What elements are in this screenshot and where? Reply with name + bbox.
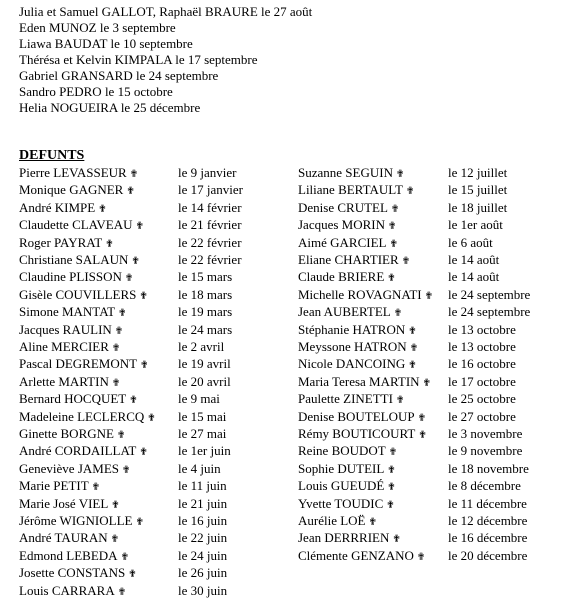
death-date: le 20 décembre (448, 547, 528, 563)
death-date: le 6 août (448, 234, 493, 250)
cross-icon: ✟ (390, 203, 400, 215)
cross-icon: ✟ (387, 482, 396, 494)
deceased-name (298, 461, 396, 478)
death-date: le 9 janvier (178, 165, 237, 180)
cross-icon: ✟ (147, 412, 156, 424)
deceased-name (298, 182, 414, 199)
death-date: le 20 avril (178, 373, 231, 389)
death-date: le 8 décembre (448, 478, 521, 494)
cross-icon: ✟ (111, 377, 121, 389)
deceased-name (19, 426, 125, 443)
deceased-name (298, 165, 404, 182)
deceased-name (298, 391, 404, 408)
death-date: le 9 novembre (448, 443, 523, 459)
cross-icon: ✟ (139, 447, 148, 459)
death-date: le 27 mai (178, 426, 227, 441)
death-date: le 17 octobre (448, 373, 516, 389)
death-date: le 1er août (448, 217, 503, 233)
deceased-name (19, 530, 119, 547)
cross-icon: ✟ (111, 343, 121, 354)
deceased-name-text: Marie José VIEL (19, 495, 109, 511)
deceased-name-text: Edmond LEBEDA (19, 547, 118, 563)
deceased-name-text: Jérôme WIGNIOLLE (19, 513, 133, 528)
deceased-name-text: Jacques MORIN (298, 217, 386, 233)
deceased-name-text: Stéphanie HATRON (298, 321, 406, 337)
cross-icon: ✟ (416, 551, 426, 563)
death-date: le 13 octobre (448, 321, 516, 337)
death-date: le 16 décembre (448, 530, 528, 546)
deceased-name-text: Monique GAGNER (19, 182, 124, 198)
deceased-name (298, 269, 396, 286)
cross-icon: ✟ (135, 221, 144, 233)
cross-icon: ✟ (129, 395, 138, 407)
cross-icon: ✟ (139, 290, 148, 302)
deceased-name-text: Roger PAYRAT (19, 234, 103, 250)
deceased-name (19, 409, 156, 426)
deceased-name-text: Josette CONSTANS (19, 565, 126, 581)
deceased-name (298, 426, 427, 443)
deceased-name (19, 478, 100, 495)
deceased-name-text: Claudine PLISSON (19, 269, 122, 285)
deceased-name-text: Michelle ROVAGNATI (298, 286, 422, 302)
death-date: le 21 juin (178, 495, 228, 511)
death-date: le 19 avril (178, 356, 231, 372)
cross-icon: ✟ (368, 517, 377, 528)
deceased-name (298, 287, 433, 304)
death-date: le 17 janvier (178, 182, 243, 198)
deceased-name-text: Jacques RAULIN (19, 321, 112, 337)
cross-icon: ✟ (388, 221, 397, 233)
cross-icon: ✟ (98, 203, 107, 215)
deceased-name (298, 374, 431, 391)
death-date: le 1er juin (178, 443, 231, 459)
death-date: le 19 mars (178, 304, 233, 320)
deceased-name (19, 304, 127, 321)
deceased-name-text: Marie PETIT (19, 478, 89, 494)
deceased-name (19, 461, 130, 478)
death-date: le 2 avril (178, 339, 225, 354)
deceased-name-text: Arlette MARTIN (19, 373, 109, 389)
cross-icon: ✟ (408, 325, 417, 337)
cross-icon: ✟ (388, 447, 398, 459)
deceased-name-text: Ginette BORGNE (19, 426, 114, 441)
death-date: le 15 mai (178, 408, 227, 424)
deceased-name (19, 217, 144, 234)
deceased-name (298, 339, 418, 356)
cross-icon: ✟ (387, 464, 396, 476)
death-date: le 22 février (178, 234, 242, 250)
death-date: le 26 juin (178, 565, 228, 581)
death-date: le 12 décembre (448, 513, 528, 528)
baptism-entry: Helia NOGUEIRA le 25 décembre (19, 100, 201, 115)
deceased-name (19, 565, 137, 582)
death-date: le 21 février (178, 217, 242, 233)
deceased-name-text: Maria Teresa MARTIN (298, 373, 420, 389)
deceased-name (298, 513, 377, 530)
deceased-name (298, 304, 402, 321)
deceased-name (298, 356, 417, 373)
deceased-name (19, 356, 148, 373)
cross-icon: ✟ (126, 186, 135, 198)
deceased-name (19, 496, 120, 513)
deceased-name (298, 409, 426, 426)
deceased-name (19, 182, 135, 199)
death-date: le 22 juin (178, 530, 228, 546)
cross-icon: ✟ (422, 377, 431, 389)
cross-icon: ✟ (118, 308, 127, 320)
death-date: le 4 juin (178, 460, 221, 476)
death-date: le 16 octobre (448, 356, 516, 372)
deceased-name-text: André KIMPE (19, 199, 96, 215)
deceased-name-text: André CORDAILLAT (19, 443, 137, 459)
death-date: le 15 juillet (448, 182, 508, 198)
cross-icon: ✟ (409, 343, 419, 354)
deceased-name (298, 496, 395, 513)
deceased-name-text: Meyssone HATRON (298, 339, 407, 354)
deceased-name-text: Pierre LEVASSEUR (19, 165, 127, 180)
deceased-name (19, 513, 144, 530)
deceased-name (19, 339, 120, 356)
deceased-name (298, 322, 417, 339)
cross-icon: ✟ (140, 360, 149, 372)
deceased-name (298, 530, 401, 547)
baptism-entry: Thérésa et Kelvin KIMPALA le 17 septembre (19, 52, 258, 67)
baptism-entry: Liawa BAUDAT le 10 septembre (19, 36, 193, 51)
baptism-entry: Eden MUNOZ le 3 septembre (19, 20, 176, 35)
deceased-name-text: Louis CARRARA (19, 582, 115, 598)
deceased-name (19, 374, 120, 391)
death-date: le 24 septembre (448, 286, 531, 302)
deceased-name-text: Louis GUEUDÉ (298, 478, 385, 494)
deceased-name-text: Denise CRUTEL (298, 199, 388, 215)
death-date: le 27 octobre (448, 408, 516, 424)
cross-icon: ✟ (114, 325, 124, 337)
deceased-name-text: Aimé GARCIEL (298, 234, 387, 250)
deceased-name-text: André TAURAN (19, 530, 108, 546)
deceased-name (298, 217, 396, 234)
cross-icon: ✟ (392, 534, 401, 546)
deceased-name (298, 252, 410, 269)
deceased-name (19, 583, 126, 600)
cross-icon: ✟ (110, 534, 120, 546)
death-date: le 18 mars (178, 286, 233, 302)
death-date: le 30 juin (178, 582, 228, 598)
deceased-name-text: Liliane BERTAULT (298, 182, 403, 198)
death-date: le 9 mai (178, 391, 220, 407)
death-date: le 18 juillet (448, 199, 508, 215)
deceased-name (19, 165, 138, 182)
cross-icon: ✟ (111, 499, 120, 511)
deceased-name (298, 443, 397, 460)
deceased-name-text: Gisèle COUVILLERS (19, 286, 137, 302)
death-date: le 24 juin (178, 547, 228, 563)
deceased-name (298, 478, 396, 495)
death-date: le 11 juin (178, 478, 227, 494)
deceased-name-text: Paulette ZINETTI (298, 391, 393, 407)
deceased-name (298, 548, 425, 565)
deceased-name-text: Simone MANTAT (19, 304, 116, 320)
deceased-name-text: Nicole DANCOING (298, 356, 406, 372)
deceased-name-text: Aurélie LOË (298, 513, 366, 528)
cross-icon: ✟ (395, 395, 405, 407)
deceased-name-text: Denise BOUTELOUP (298, 408, 415, 424)
death-date: le 14 août (448, 269, 500, 285)
death-date: le 14 février (178, 199, 242, 215)
deceased-name-text: Geneviève JAMES (19, 460, 120, 476)
cross-icon: ✟ (105, 238, 114, 250)
baptism-entry: Sandro PEDRO le 15 octobre (19, 84, 173, 99)
cross-icon: ✟ (401, 256, 411, 267)
death-date: le 12 juillet (448, 165, 508, 180)
cross-icon: ✟ (386, 499, 395, 511)
cross-icon: ✟ (116, 430, 126, 441)
deceased-name (298, 200, 399, 217)
deceased-name (298, 235, 398, 252)
death-date: le 22 février (178, 252, 242, 267)
cross-icon: ✟ (135, 517, 144, 528)
cross-icon: ✟ (120, 551, 129, 563)
deceased-name (19, 235, 114, 252)
deceased-name-text: Jean DERRRIEN (298, 530, 390, 546)
cross-icon: ✟ (122, 464, 131, 476)
deceased-name-text: Suzanne SEGUIN (298, 165, 393, 180)
deceased-name-text: Rémy BOUTICOURT (298, 426, 416, 441)
baptism-entry: Gabriel GRANSARD le 24 septembre (19, 68, 219, 83)
deceased-name-text: Reine BOUDOT (298, 443, 386, 459)
death-date: le 24 mars (178, 321, 233, 337)
cross-icon: ✟ (408, 360, 417, 372)
death-date: le 14 août (448, 252, 500, 267)
cross-icon: ✟ (393, 308, 403, 320)
death-date: le 3 novembre (448, 426, 523, 441)
baptism-entry: Julia et Samuel GALLOT, Raphaël BRAURE le 27 août (19, 4, 313, 19)
cross-icon: ✟ (387, 273, 396, 285)
deceased-name-text: Pascal DEGREMONT (19, 356, 138, 372)
cross-icon: ✟ (417, 412, 427, 424)
deceased-name-text: Clémente GENZANO (298, 547, 414, 563)
deceased-name-text: Bernard HOCQUET (19, 391, 127, 407)
deceased-name (19, 391, 138, 408)
cross-icon: ✟ (405, 186, 415, 198)
death-date: le 13 octobre (448, 339, 516, 354)
cross-icon: ✟ (395, 169, 405, 180)
death-date: le 11 décembre (448, 495, 527, 511)
cross-icon: ✟ (389, 238, 398, 250)
deceased-name (19, 252, 140, 269)
death-date: le 15 mars (178, 269, 233, 285)
cross-icon: ✟ (129, 169, 139, 180)
deceased-name (19, 322, 123, 339)
cross-icon: ✟ (424, 290, 433, 302)
deceased-name-text: Yvette TOUDIC (298, 495, 384, 511)
cross-icon: ✟ (124, 273, 134, 285)
deceased-name-text: Aline MERCIER (19, 339, 109, 354)
cross-icon: ✟ (91, 482, 101, 494)
death-date: le 24 septembre (448, 304, 531, 320)
deceased-name (19, 548, 129, 565)
cross-icon: ✟ (131, 256, 140, 267)
deceased-name-text: Claude BRIERE (298, 269, 385, 285)
death-date: le 18 novembre (448, 460, 529, 476)
deceased-name-text: Sophie DUTEIL (298, 460, 385, 476)
deceased-name-text: Jean AUBERTEL (298, 304, 391, 320)
deceased-name-text: Christiane SALAUN (19, 252, 129, 267)
deceased-name-text: Madeleine LECLERCQ (19, 408, 145, 424)
deceased-name (19, 200, 107, 217)
death-date: le 25 octobre (448, 391, 516, 407)
deceased-name (19, 443, 148, 460)
deceased-name (19, 287, 148, 304)
deceased-name-text: Eliane CHARTIER (298, 252, 399, 267)
cross-icon: ✟ (128, 569, 137, 581)
cross-icon: ✟ (418, 430, 427, 441)
deceased-name-text: Claudette CLAVEAU (19, 217, 133, 233)
deceased-name (19, 269, 133, 286)
defunts-heading: DEFUNTS (19, 148, 85, 163)
death-date: le 16 juin (178, 513, 228, 528)
cross-icon: ✟ (117, 586, 127, 598)
